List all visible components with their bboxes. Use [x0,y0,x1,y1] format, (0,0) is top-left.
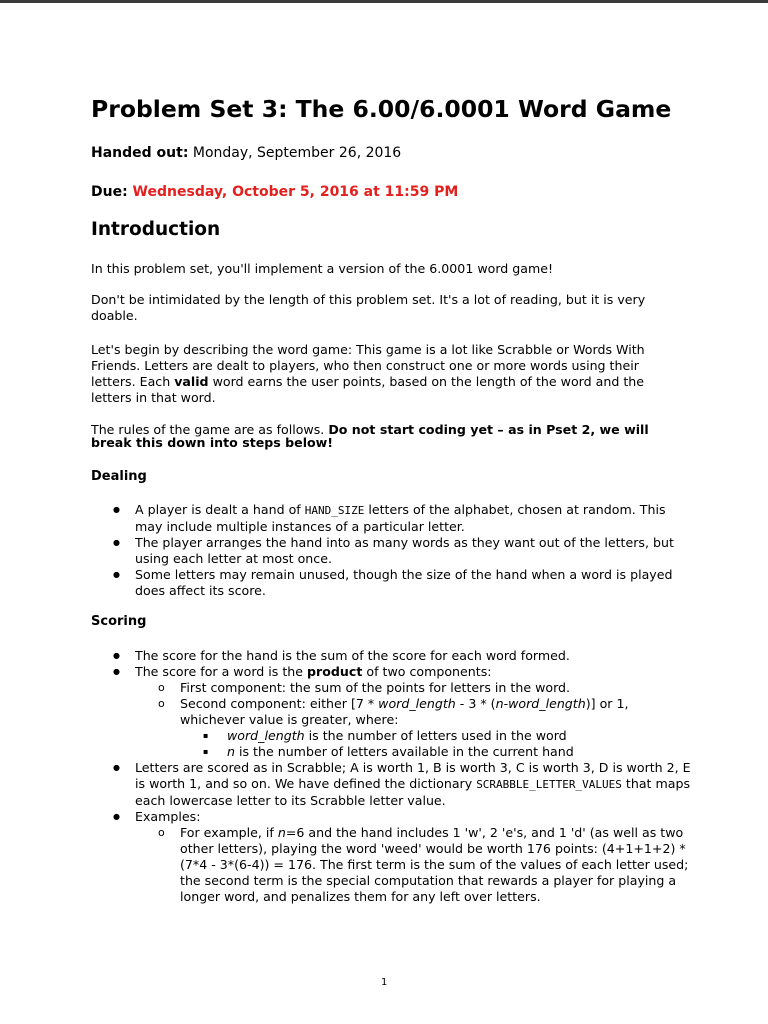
list-item: ● The score for the hand is the sum of the score for each word formed. [91,648,691,664]
due-line [91,183,458,201]
list-item [91,809,691,905]
scoring-subsublist [180,728,691,760]
text-run: =6 and the hand includes 1 'w', 2 'e's, and 1 'd' (as well as two other letters), playing the word 'weed' would be worth 176 points: (4+1+1+2) * (7*4 - 3*(6-4)) = 176. The first term is the sum of the values of each letter used; the second term is the special computation that rewards a player for playing a longer word, and penalizes them for any left over letters. [180,825,689,904]
text-run: For example, if [180,825,278,840]
text-run: letters of the alphabet, chosen at random. This may include multiple instances of a particular letter. [135,502,666,534]
text-run-italic: word_length [378,696,456,711]
text-run: Second component: either [7 * [180,696,379,711]
subheading-dealing: Dealing [91,469,147,484]
list-item [91,825,691,905]
list-item: ● The player arranges the hand into as many words as they want out of the letters, but using each letter at most once. [91,535,691,567]
due-label: Due: [91,184,128,200]
page-title: Problem Set 3: The 6.00/6.0001 Word Game [91,95,672,123]
intro-paragraph-3 [91,342,663,406]
list-item [91,760,691,809]
code-scrabble-letter-values: SCRABBLE_LETTER_VALUES [476,778,622,791]
text-run: that maps each lowercase letter to its Scrabble letter value. [135,776,691,808]
intro-paragraph-2: Don't be intimidated by the length of this problem set. It's a lot of reading, but it is very doable. [91,292,646,323]
examples-sublist [135,825,691,905]
text-run: The rules of the game are as follows. [91,422,329,437]
text-run-italic: word_length [227,728,305,743]
handed-out-line [91,144,401,162]
text-run: - 3 * ( [455,696,496,711]
text-run: )] or 1, whichever value is greater, where: [180,696,629,727]
text-run: Examples: [135,809,201,824]
text-run-italic: n [277,825,286,840]
scoring-sublist [135,680,691,760]
dealing-list [91,502,691,599]
due-date: Wednesday, October 5, 2016 at 11:59 PM [127,184,459,200]
text-run: A player is dealt a hand of [135,502,305,517]
text-run: Letters are scored as in Scrabble; A is worth 1, B is worth 3, C is worth 3, D is worth 2, E is worth 1, and so on. We have defined the dictionary [135,760,691,791]
scoring-list [91,648,691,905]
list-item: o First component: the sum of the points for letters in the word. [91,680,691,696]
text-run: - [503,696,509,711]
handed-out-date: Monday, September 26, 2016 [188,145,402,161]
text-run-bold: product [307,664,363,679]
text-run-italic: n [495,696,504,711]
list-item [91,502,691,535]
intro-paragraph-4 [91,423,663,449]
list-item [91,744,691,760]
section-heading-introduction: Introduction [91,219,221,240]
subheading-scoring: Scoring [91,614,147,629]
list-item [91,728,691,744]
text-run: of two components: [362,664,492,679]
list-item [91,696,691,760]
text-run: The score for a word is the [135,664,308,679]
page-number: 1 [381,977,388,988]
text-run-bold: valid [174,374,209,389]
code-hand-size: HAND_SIZE [304,504,365,517]
handed-out-label: Handed out: [91,145,189,161]
list-item: ● Some letters may remain unused, though the size of the hand when a word is played does affect its score. [91,567,691,599]
text-run: Let's begin by describing the word game: This game is a lot like Scrabble or Words With Friends. Letters are dealt to players, who then construct one or more words using their letters. Each [91,342,645,389]
text-run: word earns the user points, based on the length of the word and the letters in that word. [91,374,644,405]
text-run: is the number of letters available in the current hand [234,744,574,759]
text-run: is the number of letters used in the word [304,728,567,743]
text-run-italic: n [227,744,235,759]
top-border [0,0,768,3]
text-run-bold: Do not start coding yet – as in Pset 2, we will break this down into steps below! [91,422,649,450]
text-run-italic: word_length [508,696,586,711]
list-item [91,664,691,760]
intro-paragraph-1: In this problem set, you'll implement a version of the 6.0001 word game! [91,261,554,276]
